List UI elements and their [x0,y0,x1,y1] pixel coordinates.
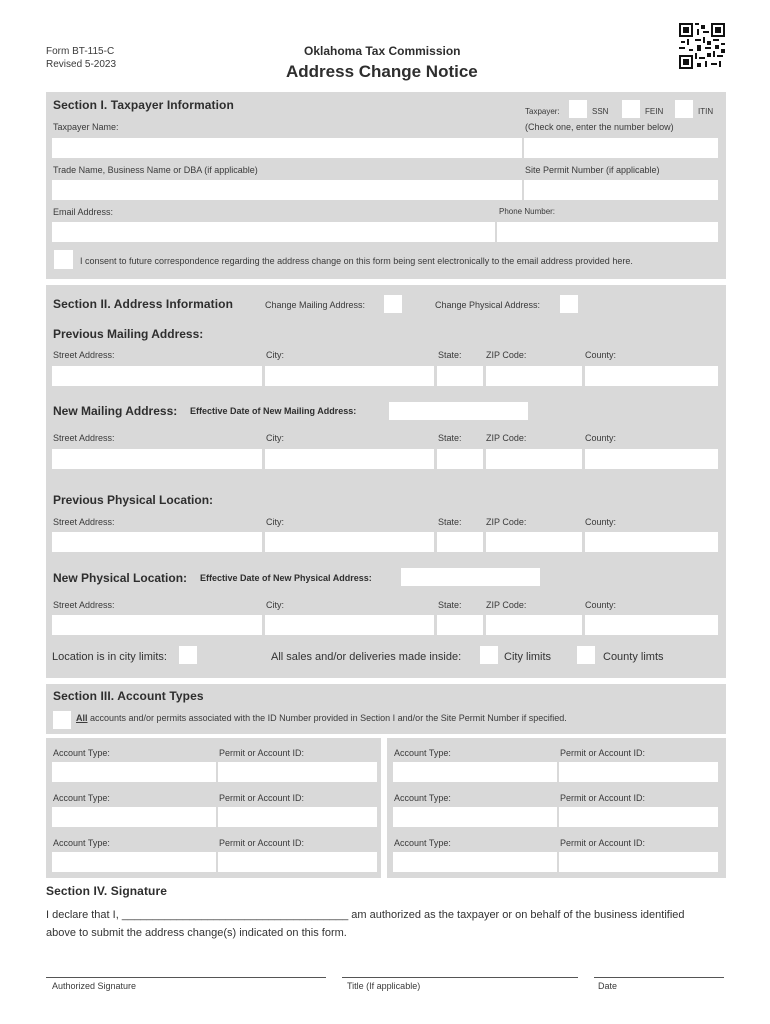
account-type-label-5: Account Type: [53,838,110,848]
form-number: Form BT-115-C [46,46,115,57]
account-type-label-2: Account Type: [394,748,451,758]
ssn-label: SSN [592,107,609,116]
prev-physical-zip-label: ZIP Code: [486,517,527,527]
all-word: All [76,713,88,723]
signature-line[interactable] [46,977,326,978]
ssn-checkbox[interactable] [569,100,587,118]
prev-physical-state-label: State: [438,517,462,527]
check-one-note: (Check one, enter the number below) [525,122,674,132]
new-physical-zip-label: ZIP Code: [486,600,527,610]
permit-id-input-6[interactable] [559,852,718,872]
new-physical-state-input[interactable] [437,615,483,635]
county-limits-option: County limts [603,651,664,663]
taxpayer-id-input[interactable] [524,138,718,158]
new-physical-state-label: State: [438,600,462,610]
consent-text: I consent to future correspondence regarding the address change on this form being sent electronically to the email address provided here. [80,256,633,266]
deliveries-label: All sales and/or deliveries made inside: [271,651,462,663]
change-physical-label: Change Physical Address: [435,300,541,310]
account-type-input-2[interactable] [393,762,557,782]
section-4-title: Section IV. Signature [46,884,168,898]
permit-id-input-2[interactable] [559,762,718,782]
prev-mailing-title: Previous Mailing Address: [53,327,204,341]
deliveries-county-checkbox[interactable] [577,646,595,664]
permit-id-input-3[interactable] [218,807,377,827]
new-mailing-street-label: Street Address: [53,433,115,443]
prev-mailing-city-label: City: [266,350,284,360]
permit-id-label-4: Permit or Account ID: [560,793,646,803]
prev-physical-state-input[interactable] [437,532,483,552]
permit-id-input-1[interactable] [218,762,377,782]
revised-date: Revised 5-2023 [46,59,117,70]
fein-checkbox[interactable] [622,100,640,118]
prev-mailing-street-label: Street Address: [53,350,115,360]
section-2-title: Section II. Address Information [53,297,234,311]
phone-label: Phone Number: [499,207,556,216]
account-type-input-3[interactable] [52,807,216,827]
prev-physical-county-label: County: [585,517,617,527]
account-type-label-6: Account Type: [394,838,451,848]
prev-physical-title: Previous Physical Location: [53,493,214,507]
account-type-label-4: Account Type: [394,793,451,803]
prev-mailing-state-input[interactable] [437,366,483,386]
agency-name: Oklahoma Tax Commission [304,44,461,58]
prev-mailing-county-label: County: [585,350,617,360]
all-accounts-rest: accounts and/or permits associated with the ID Number provided in Section I and/or the Site Permit Number if specified. [87,713,567,723]
new-physical-county-label: County: [585,600,617,610]
trade-name-input[interactable] [52,180,522,200]
new-mailing-county-label: County: [585,433,617,443]
new-physical-city-label: City: [266,600,284,610]
account-type-input-1[interactable] [52,762,216,782]
prev-physical-city-label: City: [266,517,284,527]
permit-id-label-5: Permit or Account ID: [219,838,305,848]
new-mailing-city-label: City: [266,433,284,443]
consent-checkbox[interactable] [54,250,73,269]
itin-label: ITIN [698,107,714,116]
new-physical-zip-input[interactable] [486,615,582,635]
prev-physical-street-label: Street Address: [53,517,115,527]
new-physical-eff-label: Effective Date of New Physical Address: [200,573,372,583]
deliveries-city-checkbox[interactable] [480,646,498,664]
signature-label: Authorized Signature [52,981,137,991]
all-accounts-checkbox[interactable] [53,711,71,729]
city-limits-checkbox[interactable] [179,646,197,664]
account-type-input-4[interactable] [393,807,557,827]
new-physical-street-input[interactable] [52,615,262,635]
page-title: Address Change Notice [286,62,478,81]
email-label: Email Address: [53,207,114,217]
title-label: Title (If applicable) [347,981,421,991]
all-accounts-text [76,713,567,723]
new-mailing-county-input[interactable] [585,449,718,469]
declare-part-2: am authorized as the taxpayer or on behalf of the business identified [351,909,685,921]
city-limits-option: City limits [504,651,552,663]
title-line[interactable] [342,977,578,978]
taxpayer-type-label: Taxpayer: [525,107,560,116]
prev-physical-city-input[interactable] [265,532,434,552]
declarant-name-blank[interactable]: _____________________________________ [121,909,349,921]
prev-physical-street-input[interactable] [52,532,262,552]
new-mailing-street-input[interactable] [52,449,262,469]
change-mailing-label: Change Mailing Address: [265,300,366,310]
declaration-line-1 [46,909,685,921]
new-mailing-eff-label: Effective Date of New Mailing Address: [190,406,357,416]
site-permit-label: Site Permit Number (if applicable) [525,165,660,175]
qr-code-icon [679,23,725,69]
change-physical-checkbox[interactable] [560,295,578,313]
new-mailing-zip-label: ZIP Code: [486,433,527,443]
new-mailing-city-input[interactable] [265,449,434,469]
email-input[interactable] [52,222,495,242]
prev-mailing-city-input[interactable] [265,366,434,386]
permit-id-label-3: Permit or Account ID: [219,793,305,803]
new-physical-eff-date-input[interactable] [401,568,540,586]
declare-part-1: I declare that I, [46,909,119,921]
prev-mailing-zip-label: ZIP Code: [486,350,527,360]
account-type-label-3: Account Type: [53,793,110,803]
section-3-title: Section III. Account Types [53,689,204,703]
site-permit-input[interactable] [524,180,718,200]
prev-mailing-county-input[interactable] [585,366,718,386]
permit-id-input-4[interactable] [559,807,718,827]
prev-mailing-zip-input[interactable] [486,366,582,386]
taxpayer-name-input[interactable] [52,138,522,158]
fein-label: FEIN [645,107,664,116]
date-label: Date [598,981,618,991]
new-mailing-eff-date-input[interactable] [389,402,528,420]
city-limits-question: Location is in city limits: [52,651,167,663]
prev-physical-county-input[interactable] [585,532,718,552]
prev-mailing-state-label: State: [438,350,462,360]
declaration-line-2: above to submit the address change(s) indicated on this form. [46,927,347,939]
new-physical-street-label: Street Address: [53,600,115,610]
new-physical-city-input[interactable] [265,615,434,635]
new-mailing-state-label: State: [438,433,462,443]
new-mailing-title: New Mailing Address: [53,404,178,418]
permit-id-input-5[interactable] [218,852,377,872]
permit-id-label-6: Permit or Account ID: [560,838,646,848]
change-mailing-checkbox[interactable] [384,295,402,313]
new-mailing-state-input[interactable] [437,449,483,469]
account-type-input-5[interactable] [52,852,216,872]
permit-id-label-2: Permit or Account ID: [560,748,646,758]
itin-checkbox[interactable] [675,100,693,118]
date-line[interactable] [594,977,724,978]
phone-input[interactable] [497,222,718,242]
prev-physical-zip-input[interactable] [486,532,582,552]
new-physical-title: New Physical Location: [53,571,188,585]
account-type-label-1: Account Type: [53,748,110,758]
new-mailing-zip-input[interactable] [486,449,582,469]
prev-mailing-street-input[interactable] [52,366,262,386]
account-type-input-6[interactable] [393,852,557,872]
trade-name-label: Trade Name, Business Name or DBA (if applicable) [53,165,258,175]
taxpayer-name-label: Taxpayer Name: [53,122,119,132]
permit-id-label-1: Permit or Account ID: [219,748,305,758]
new-physical-county-input[interactable] [585,615,718,635]
section-1-title: Section I. Taxpayer Information [53,98,234,112]
